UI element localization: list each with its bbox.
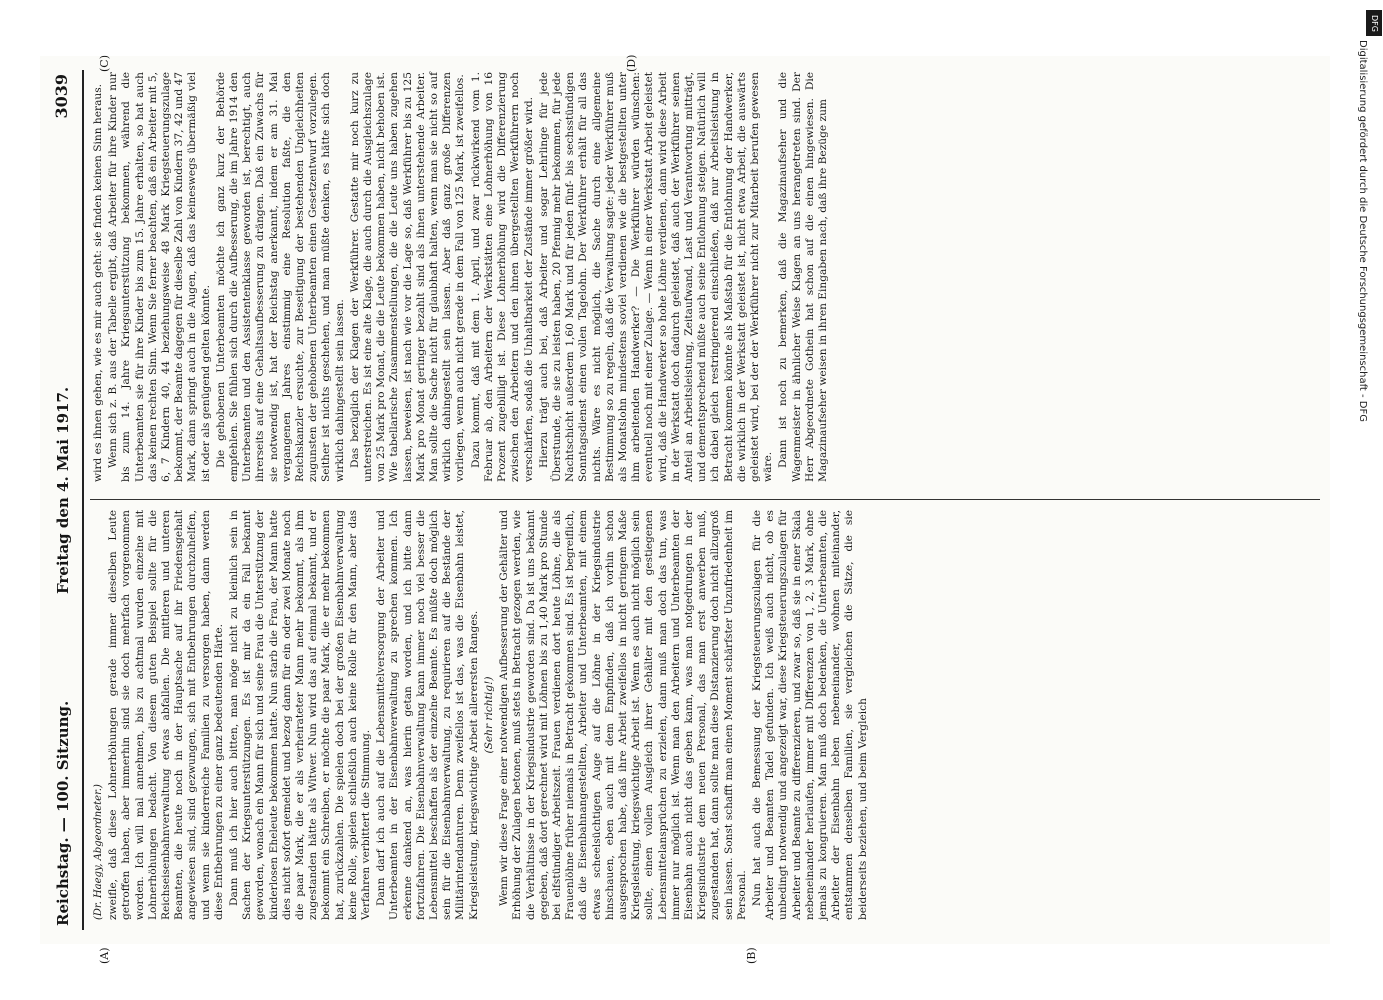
paragraph: Die gehobenen Unterbeamten möchte ich ganz kurz der Behörde empfehlen. Sie fühlen sich durch die Aufbesserung, die im Jahre 1914 den Unterbeamten und den Assistentenklasse geworden ist, berechtigt, auch ihrerseits auf eine Gehaltsaufbesserung zu drängen. Daß ein Zuwachs für sie notwendig ist, hat der Reichstag anerkannt, indem er am 31. Mai vergangenen Jahres einstimmig eine Resolution faßte, die den Reichskanzler ersuchte, zur Beseitigung der bestehenden Ungleichheiten zugunsten der gehobenen Unterbeamten einen Gesetzentwurf vorzulegen. Seither ist nichts geschehen, und man müßte denken, es hätte sich doch wirklich dahingestellt sein lassen. [214,72,346,482]
paragraph: Hierzu trägt auch bei, daß Arbeiter und sogar Lehrlinge für jede Überstunde, die sie zu leisten haben, 20 Pfennig mehr bekommen, für jede Nachtschicht außerdem 1,60 Mark und für jeden fünf- bis sechsstündigen Sonntagsdienst einen vollen Tagelohn. Der Werkführer erhält für all das nichts. Wäre es nicht möglich, die Sache durch eine allgemeine Bestimmung so zu regeln, daß die Verwaltung sagte: jeder Werkführer muß als Monatslohn mindestens soviel verdienen wie die bestgestellten unter ihm arbeitenden Handwerker? — Die Werkführer würden wünschen: eventuell noch mit einer Zulage. — Wenn in einer Werkstatt Arbeit geleistet wird, daß die Handwerker so hohe Löhne verdienen, dann wird diese Arbeit in der Werkstatt doch dadurch geleistet, daß auch der Werkführer seinen Anteil an Arbeitsleistung, Zeitaufwand, Last und Verantwortung mitträgt, und dementsprechend müßte auch seine Entlohnung steigen. Natürlich will ich dabei gleich restringierend einschließen, daß nur Arbeitsleistung in Betracht kommen könnte als Maßstab für die Entlohnung der Handwerker, die wirklich in der Werkstatt geleistet ist, nicht etwa Arbeit, die auswärts geleistet wird, bei der der Werkführer nicht zur Mitarbeit berufen gewesen wäre. [537,72,775,482]
header-rule [82,70,84,930]
margin-mark-a: (A) [98,947,111,964]
rotated-page-content [40,54,1330,964]
running-header-left: Reichstag. — 100. Sitzung. [54,700,72,926]
speaker-label: (Dr. Haegy, Abgeordneter.) [93,784,104,920]
column-divider [90,499,1320,500]
paragraph: Nun hat auch die Bemessung der Kriegsteuerungszulagen für die Arbeiter und Beamten Tadel gefunden. Ich weiß auch nicht, ob es unbedingt notwendig und angezeigt war, diese Kriegsteuerungszulagen für Arbeiter und Beamte zu differenzieren, und zwar so, daß sie in einer Skala nebeneinander herlaufen, immer mit Differenzen von 1, 2, 3 Mark, ohne jemals zu kongruieren. Man muß doch bedenken, die Unterbeamten, die Arbeiter der Eisenbahn leben nebeneinander, wohnen miteinander, entstammen denselben Familien, sie vergleichen die Sätze, die sie beiderseits beziehen, und beim Vergleich [750,510,869,920]
dfg-logo: DFG [1366,10,1382,36]
interjection: (Sehr richtig!) [482,676,495,754]
paragraph: Dann ist noch zu bemerken, daß die Magazinaufseher und die Wagenmeister in ähnlicher Weise Klagen an uns herangetreten sind. Der Herr Abgeordnete Gothein hat schon auf die einen hingewiesen. Die Magazinaufseher weisen in ihren Eingaben nach, daß ihre Bezüge zum [777,72,829,482]
paragraph: zweifle, daß diese Lohnerhöhungen gerade immer dieselben Leute getroffen haben, aber immerhin sind sie doch mehrfach vorgenommen worden. Ich will mal annehmen, bis zu achtmal wurden einzelne mit Lohnerhöhungen bedacht. Von diesem guten Beispiel sollte für die Reichseisenbahnverwaltung etwas abfallen. Die mittleren und unteren Beamten, die heute noch in der Hauptsache auf ihr Friedensgehalt angewiesen sind, sind gezwungen, sich mit Entbehrungen durchzuhelfen, und wenn sie kinderreiche Familien zu versorgen haben, dann werden diese Entbehrungen zu einer ganz bedeutenden Härte. [107,510,225,920]
paragraph: Wenn wir diese Frage einer notwendigen Aufbesserung der Gehälter und Erhöhung der Zulagen betonen, muß stets in Betracht gezogen werden, wie die Verhältnisse in der Kriegsindustrie geworden sind. Da ist uns bekannt gegeben, daß dort gerechnet wird mit Löhnen bis zu 1,40 Mark pro Stunde bei elfstündiger Arbeitszeit. Frauen verdienen dort heute Löhne, die als Frauenlöhne früher niemals in Betracht gekommen sind. Es ist begreiflich, daß die Eisenbahnangestellten, Arbeiter und Unterbeamten, mit einem etwas scheelsüchtigen Auge auf die Löhne in der Kriegsindustrie hinschauen, eben auch mit dem Empfinden, daß ich vorhin schon ausgesprochen habe, daß ihre Arbeit zweifellos in nicht geringem Maße Kriegsleistung, kriegswichtige Arbeit ist. Wenn es auch nicht möglich sein sollte, einen vollen Ausgleich ihrer Gehälter mit den gestiegenen Lebensmittelansprüchen zu erzielen, dann muß man doch das tun, was immer nur möglich ist. Wenn man den Arbeitern und Unterbeamten der Eisenbahn auch nicht das geben kann, was man notgedrungen in der Kriegsindustrie dem neuen Personal, das man erst anwerben muß, zugestanden hat, dann sollte man diese Distanzierung doch nicht allzugroß sein lassen. Sonst schafft man einen Moment schärfster Unzufriedenheit im Personal. [498,510,748,920]
paragraph: Dann darf ich auch auf die Lebensmittelversorgung der Arbeiter und Unterbeamten in der Eisenbahnverwaltung zu sprechen kommen. Ich erkenne dankend an, was hierin getan worden, und ich bitte dann fortzufahren. Die Eisenbahnverwaltung kann immer noch viel besser die Lebensmittel beschaffen als der einzelne Beamte. Es müßte doch möglich sein für die Eisenbahnverwaltung, zu requirieren auf die Bestände der Militärintendanturen. Denn zweifellos ist das, was die Eisenbahn leistet, Kriegsleistung, kriegswichtige Arbeit allerersten Ranges. [375,510,480,920]
paragraph: Das bezüglich der Klagen der Werkführer. Gestatte mir noch kurz zu unterstreichen. Es ist eine alte Klage, die auch durch die Ausgleichszulage von 25 Mark pro Monat, die die Leute bekommen haben, nicht behoben ist. Wie tabellarische Zusammenstellungen, die die Leute uns haben zugehen lassen, beweisen, ist nach wie vor die Lage so, daß Werkführer bis zu 125 Mark pro Monat geringer bezahlt sind als ihnen unterstehende Arbeiter. Man sollte die Sache nicht für glaubhaft halten, wenn man sie nicht so auf wirklich dahingestellt sein lassen. Aber daß ganz große Differenzen vorliegen, wenn auch nicht gerade in dem Fall von 125 Mark, ist zweifellos. [348,72,467,482]
right-column [92,72,832,482]
margin-mark-d: (D) [625,54,638,72]
running-header-date: Freitag den 4. Mai 1917. [54,386,72,594]
paragraph: Dann muß ich hier auch bitten, man möge nicht zu kleinlich sein in Sachen der Kriegsunterstützungen. Es ist mir da ein Fall bekannt geworden, wonach ein Mann für sich und seine Frau die Unterstützung der kinderlosen Eheleute bekommen hatte. Nun starb die Frau, der Mann hatte dies nicht sofort gemeldet und bezog dann für ein oder zwei Monate noch die paar Mark, die er als verheirateter Mann mehr bekommt, als ihm zugestanden hätte als Witwer. Nun wird das auf einmal bekannt, und er bekommt ein Schreiben, er möchte die paar Mark, die er mehr bekommen hat, zurückzahlen. Die spielen doch bei der großen Eisenbahnverwaltung keine Rolle, spielen schließlich auch keine Rolle für den Mann, aber das Verfahren verbittert die Stimmung. [228,510,373,920]
paragraph: Dazu kommt, daß mit dem 1. April, und zwar rückwirkend vom 1. Februar ab, den Arbeitern der Werkstätten eine Lohnerhöhung von 16 Prozent zugebilligt ist. Diese Lohnerhöhung wird die Differenzierung zwischen den Arbeitern und den ihnen übergestellten Werkführern noch verschärfen, sodaß die Unhaltbarkeit der Zustände immer größer wird. [469,72,535,482]
digitization-credit [1356,40,1378,970]
left-column [92,510,872,920]
margin-mark-c: (C) [98,55,111,72]
scanned-page [40,54,1330,964]
paragraph: Wenn sich z. B. aus der Tabelle ergibt, daß Arbeiter für ihre Kinder nur bis zum 14. Jahre Kriegsunterstützung bekommen, während die Unterbeamten sie für ihre Kinder bis zum 15. Jahre erhalten, so hat auch das keinen rechten Sinn. Wenn Sie ferner beachten, daß ein Arbeiter mit 5, 6, 7 Kindern 40, 44 beziehungsweise 48 Mark Kriegsteuerungszulage bekommt, der Beamte dagegen für dieselbe Zahl von Kindern 37, 42 und 47 Mark, dann springt auch in die Augen, daß das keineswegs übermäßig viel ist oder als genügend gelten könnte. [107,72,212,482]
page-number: 3039 [52,74,71,119]
credit-text: Digitalisierung gefördert durch die Deutsche Forschungsgemeinschaft - DFG [1357,40,1368,423]
margin-mark-b: (B) [745,947,758,964]
paragraph: wird es ihnen gehen, wie es mir auch geht: sie finden keinen Sinn heraus. [92,83,104,482]
